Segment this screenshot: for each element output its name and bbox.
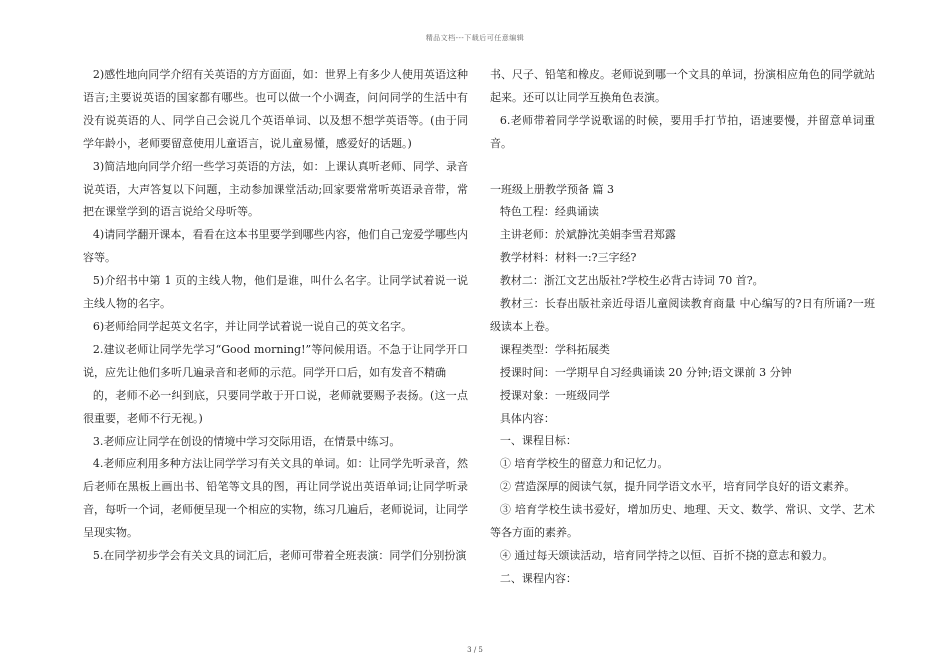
paragraph: 4)请同学翻开课本，看看在这本书里要学到哪些内容，他们自己宠爱学哪些内容等。 [83, 228, 468, 265]
paragraph: 5.在同学初步学会有关文具的词汇后，老师可带着全班表演：同学们分别扮演 [92, 549, 467, 563]
paragraph: 二、课程内容： [499, 571, 577, 585]
paragraph: 授课时间：一学期早自习经典诵读 20 分钟;语文课前 3 分钟 [499, 365, 792, 379]
left-text-column [83, 64, 468, 568]
paragraph: 6.老师带着同学学说歌谣的时候，要用手打节拍，语速要慢，并留意单词重音。 [490, 113, 875, 150]
paragraph: 教学材料：材料一:?三字经? [499, 251, 637, 265]
page-header-note: 精品文档---下载后可任意编辑 [425, 34, 525, 42]
paragraph: 4.老师应利用多种方法让同学学习有关文具的单词。如：让同学先听录音，然后老师在黑板上画出书、铅笔等文具的图，再让同学说出英语单词;让同学听录音，每听一个词，老师便呈现一个相应的实物，练习几遍后，老师说词，让同学呈现实物。 [83, 457, 468, 540]
paragraph: 课程类型：学科拓展类 [499, 342, 610, 356]
paragraph: 具体内容： [499, 411, 555, 425]
right-text-column [490, 64, 875, 591]
paragraph: ④ 通过每天颂读活动，培育同学持之以恒、百折不挠的意志和毅力。 [499, 549, 834, 563]
paragraph: ② 营造深厚的阅读气氛，提升同学语文水平，培育同学良好的语文素养。 [499, 480, 856, 494]
paragraph: 3)简洁地向同学介绍一些学习英语的方法，如：上课认真听老师、同学、录音说英语，大声答复以下问题，主动参加课堂活动;回家要常常听英语录音带，常把在课堂学到的语言说给父母听等。 [83, 159, 468, 219]
paragraph: 一、课程目标： [499, 434, 577, 448]
paragraph: 书、尺子、铅笔和橡皮。老师说到哪一个文具的单词，扮演相应角色的同学就站起来。还可以让同学互换角色表演。 [490, 68, 875, 104]
paragraph: 特色工程：经典诵读 [499, 205, 599, 219]
paragraph: 教材二：浙江文艺出版社?学校生必背古诗词 70 首?。 [499, 274, 764, 288]
paragraph: 教材三：长春出版社亲近母语儿童阅读教育商量 中心编写的?日有所诵?一班级读本上卷。 [490, 297, 875, 333]
paragraph: 2)感性地向同学介绍有关英语的方方面面，如：世界上有多少人使用英语这种语言;主要说英语的国家都有哪些。也可以做一个小调查，问问同学的生活中有没有说英语的人、同学自己会说几个英语单词、以及想不想学英语等。(由于同学年龄小，老师要留意使用儿童语言，说儿童易懂，感爱好的话题。) [83, 68, 468, 150]
paragraph: ③ 培育学校生读书爱好，增加历史、地理、天文、数学、常识、文学、艺术等各方面的素养。 [490, 503, 875, 540]
paragraph: 6)老师给同学起英文名字，并让同学试着说一说自己的英文名字。 [92, 319, 413, 333]
paragraph: ① 培育学校生的留意力和记忆力。 [499, 457, 669, 471]
paragraph: 3.老师应让同学在创设的情境中学习交际用语，在情景中练习。 [92, 434, 401, 448]
paragraph: 的，老师不必一纠到底，只要同学敢于开口说，老师就要赐予表扬。(这一点很重要，老师不行无视。) [83, 388, 468, 425]
paragraph: 5)介绍书中第 1 页的主线人物，他们是谁，叫什么名字。让同学试着说一说主线人物的名字。 [83, 274, 468, 311]
section-heading: 一班级上册教学预备 篇 3 [490, 182, 614, 196]
paragraph: 2.建议老师让同学先学习“Good morning!”等问候用语。不急于让同学开口说，应先让他们多听几遍录音和老师的示范。同学开口后，如有发音不精确 [83, 342, 468, 379]
paragraph: 授课对象：一班级同学 [499, 388, 610, 402]
page-number: 3 / 5 [467, 646, 483, 654]
paragraph: 主讲老师：於斌静沈美娟李雪君郑露 [499, 228, 676, 242]
